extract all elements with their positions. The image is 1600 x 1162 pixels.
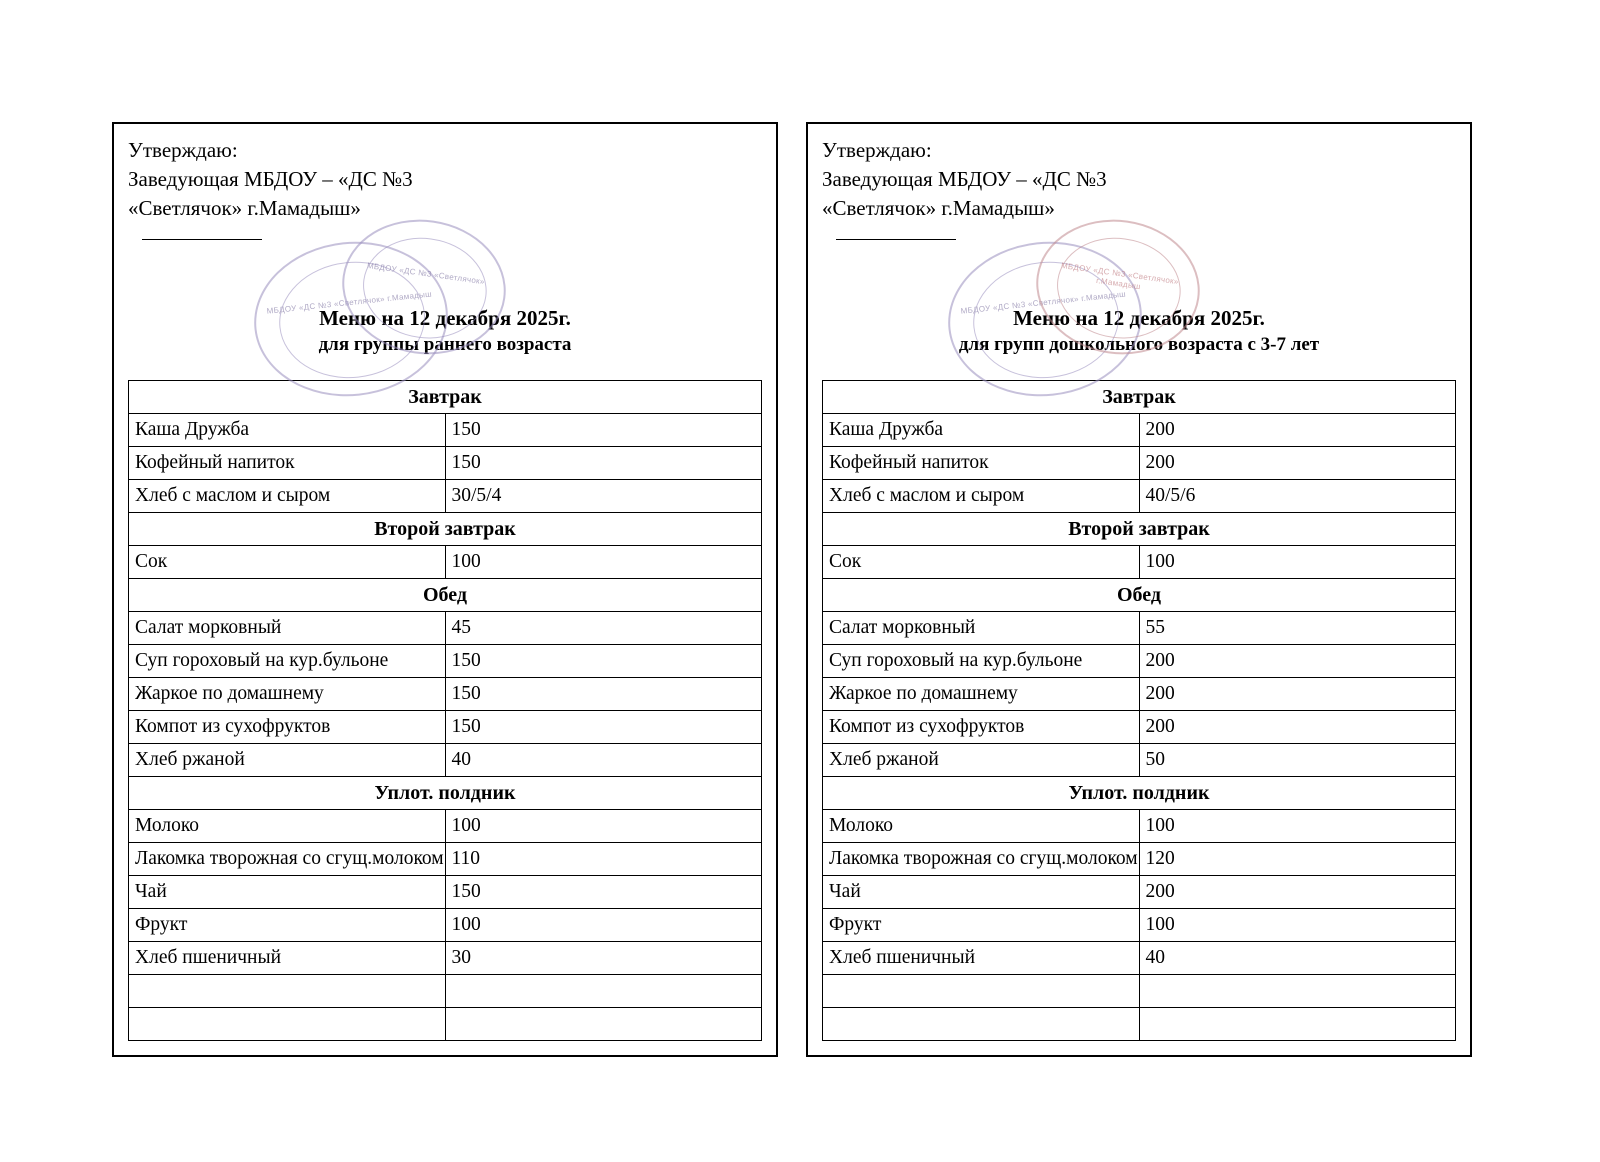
portion-amount-cell: 150 [445, 414, 762, 447]
meal-section-row [823, 381, 1456, 414]
dish-name-cell: Хлеб ржаной [823, 744, 1140, 777]
table-row [129, 942, 762, 975]
portion-amount-cell: 120 [1139, 843, 1456, 876]
signature-line [142, 239, 262, 240]
dish-name-cell: Хлеб ржаной [129, 744, 446, 777]
meal-section-label: Завтрак [823, 381, 1456, 414]
table-row [129, 810, 762, 843]
dish-name-cell: Молоко [129, 810, 446, 843]
dish-name-cell: Молоко [823, 810, 1140, 843]
dish-name-cell [129, 1008, 446, 1041]
dish-name-cell: Чай [823, 876, 1140, 909]
portion-amount-cell: 150 [445, 645, 762, 678]
table-row-empty [129, 1008, 762, 1041]
dish-name-cell: Хлеб с маслом и сыром [129, 480, 446, 513]
meal-section-label: Уплот. полдник [823, 777, 1456, 810]
table-row [823, 810, 1456, 843]
dish-name-cell: Кофейный напиток [129, 447, 446, 480]
table-row [823, 942, 1456, 975]
menu-subtitle: для групп дошкольного возраста с 3-7 лет [958, 334, 1320, 355]
dish-name-cell: Кофейный напиток [823, 447, 1140, 480]
portion-amount-cell: 150 [445, 447, 762, 480]
portion-amount-cell: 200 [1139, 447, 1456, 480]
table-row [129, 645, 762, 678]
menu-panel-early-age [112, 122, 778, 1057]
meal-section-label: Обед [129, 579, 762, 612]
stamp-text: МБДОУ «ДС №3 «Светлячок» [366, 260, 486, 287]
menu-panels [112, 122, 1472, 1057]
dish-name-cell: Жаркое по домашнему [823, 678, 1140, 711]
table-row [823, 909, 1456, 942]
table-row [129, 447, 762, 480]
portion-amount-cell: 50 [1139, 744, 1456, 777]
portion-amount-cell: 100 [445, 909, 762, 942]
meal-section-label: Завтрак [129, 381, 762, 414]
meal-section-row [823, 513, 1456, 546]
table-row [823, 744, 1456, 777]
approval-block [128, 136, 762, 223]
signature-line [836, 239, 956, 240]
table-row-empty [129, 975, 762, 1008]
portion-amount-cell: 150 [445, 876, 762, 909]
table-row [129, 843, 762, 876]
portion-amount-cell: 100 [1139, 810, 1456, 843]
dish-name-cell [823, 1008, 1140, 1041]
dish-name-cell [823, 975, 1140, 1008]
portion-amount-cell: 100 [445, 810, 762, 843]
table-row [823, 414, 1456, 447]
menu-title-block [822, 304, 1456, 358]
dish-name-cell: Лакомка творожная со сгущ.молоком [823, 843, 1140, 876]
stamp-text: МБДОУ «ДС №3 «Светлячок» г.Мамадыш [266, 289, 433, 316]
dish-name-cell: Фрукт [129, 909, 446, 942]
table-row [129, 414, 762, 447]
menu-subtitle: для группы раннего возраста [318, 334, 572, 355]
dish-name-cell: Жаркое по домашнему [129, 678, 446, 711]
portion-amount-cell: 200 [1139, 678, 1456, 711]
table-row-empty [823, 975, 1456, 1008]
table-row [129, 876, 762, 909]
portion-amount-cell: 100 [1139, 546, 1456, 579]
dish-name-cell: Сок [823, 546, 1140, 579]
menu-table [822, 380, 1456, 1041]
table-row [129, 744, 762, 777]
meal-section-label: Второй завтрак [823, 513, 1456, 546]
table-row [823, 612, 1456, 645]
menu-table [128, 380, 762, 1041]
portion-amount-cell: 150 [445, 678, 762, 711]
dish-name-cell: Суп гороховый на кур.бульоне [823, 645, 1140, 678]
dish-name-cell: Хлеб пшеничный [129, 942, 446, 975]
table-row [129, 909, 762, 942]
dish-name-cell: Хлеб с маслом и сыром [823, 480, 1140, 513]
dish-name-cell: Салат морковный [823, 612, 1140, 645]
dish-name-cell: Лакомка творожная со сгущ.молоком [129, 843, 446, 876]
dish-name-cell: Чай [129, 876, 446, 909]
table-row [129, 480, 762, 513]
portion-amount-cell: 200 [1139, 645, 1456, 678]
meal-section-row [823, 777, 1456, 810]
table-row [129, 612, 762, 645]
dish-name-cell: Сок [129, 546, 446, 579]
table-row [823, 678, 1456, 711]
table-row [129, 678, 762, 711]
dish-name-cell [129, 975, 446, 1008]
approval-block [822, 136, 1456, 223]
portion-amount-cell: 30/5/4 [445, 480, 762, 513]
portion-amount-cell: 30 [445, 942, 762, 975]
table-row [823, 843, 1456, 876]
table-row [823, 546, 1456, 579]
table-row [129, 546, 762, 579]
table-row [129, 711, 762, 744]
portion-amount-cell: 45 [445, 612, 762, 645]
menu-panel-preschool [806, 122, 1472, 1057]
dish-name-cell: Салат морковный [129, 612, 446, 645]
dish-name-cell: Суп гороховый на кур.бульоне [129, 645, 446, 678]
portion-amount-cell [1139, 975, 1456, 1008]
meal-section-row [129, 381, 762, 414]
approval-line: Заведующая МБДОУ – «ДС №3 [822, 167, 1107, 191]
meal-section-label: Уплот. полдник [129, 777, 762, 810]
portion-amount-cell: 100 [445, 546, 762, 579]
meal-section-row [129, 777, 762, 810]
menu-title-block [128, 304, 762, 358]
table-row [823, 447, 1456, 480]
portion-amount-cell [445, 975, 762, 1008]
portion-amount-cell: 40/5/6 [1139, 480, 1456, 513]
table-row-empty [823, 1008, 1456, 1041]
stamp-text: МБДОУ «ДС №3 «Светлячок» г.Мамадыш [1060, 260, 1180, 291]
portion-amount-cell [445, 1008, 762, 1041]
portion-amount-cell [1139, 1008, 1456, 1041]
menu-title: Меню на 12 декабря 2025г. [319, 306, 571, 330]
portion-amount-cell: 200 [1139, 414, 1456, 447]
stamp-text: МБДОУ «ДС №3 «Светлячок» г.Мамадыш [960, 289, 1127, 316]
table-row [823, 645, 1456, 678]
dish-name-cell: Каша Дружба [823, 414, 1140, 447]
dish-name-cell: Компот из сухофруктов [129, 711, 446, 744]
portion-amount-cell: 200 [1139, 876, 1456, 909]
approval-line: Заведующая МБДОУ – «ДС №3 [128, 167, 413, 191]
meal-section-label: Второй завтрак [129, 513, 762, 546]
portion-amount-cell: 40 [445, 744, 762, 777]
portion-amount-cell: 40 [1139, 942, 1456, 975]
meal-section-row [129, 579, 762, 612]
portion-amount-cell: 200 [1139, 711, 1456, 744]
table-row [823, 480, 1456, 513]
portion-amount-cell: 110 [445, 843, 762, 876]
approval-line: Утверждаю: [822, 138, 932, 162]
menu-title: Меню на 12 декабря 2025г. [1013, 306, 1265, 330]
meal-section-row [823, 579, 1456, 612]
dish-name-cell: Каша Дружба [129, 414, 446, 447]
meal-section-label: Обед [823, 579, 1456, 612]
portion-amount-cell: 55 [1139, 612, 1456, 645]
portion-amount-cell: 150 [445, 711, 762, 744]
approval-line: «Светлячок» г.Мамадыш» [822, 196, 1055, 220]
table-row [823, 876, 1456, 909]
dish-name-cell: Компот из сухофруктов [823, 711, 1140, 744]
meal-section-row [129, 513, 762, 546]
approval-line: Утверждаю: [128, 138, 238, 162]
approval-line: «Светлячок» г.Мамадыш» [128, 196, 361, 220]
portion-amount-cell: 100 [1139, 909, 1456, 942]
dish-name-cell: Хлеб пшеничный [823, 942, 1140, 975]
dish-name-cell: Фрукт [823, 909, 1140, 942]
table-row [823, 711, 1456, 744]
